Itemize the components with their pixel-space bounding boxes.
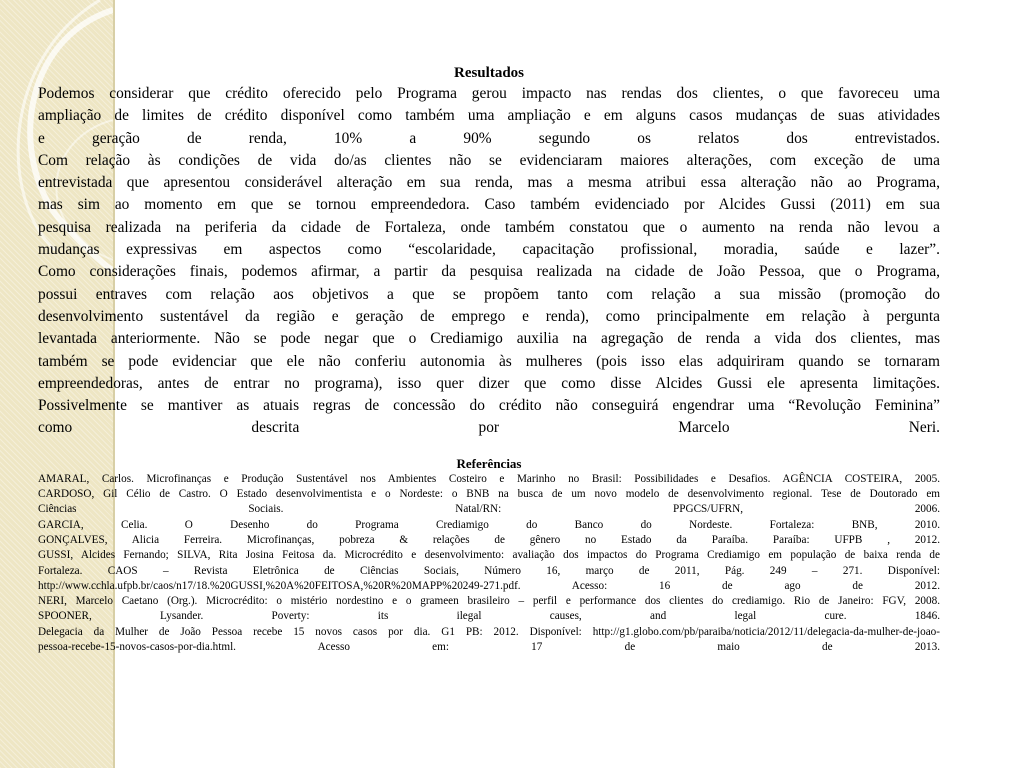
results-line: entrevistada que apresentou considerável alteração em sua renda, mas a mesma atribui essa alteração não ao Programa,: [38, 174, 940, 192]
reference-line: SPOONER, Lysander. Poverty: its ilegal causes, and legal cure. 1846.: [38, 610, 940, 623]
results-line: desenvolvimento sustentável da região e geração de emprego e renda), como principalmente em relação à pergunta: [38, 307, 940, 325]
reference-line: Delegacia da Mulher de João Pessoa recebe 15 novos casos por dia. G1 PB: 2012. Disponível: http://g1.globo.com/pb/paraiba/noticia/2012/11/delegacia-da-mulher-de-joao-: [38, 625, 940, 638]
results-line: ampliação de limites de crédito disponível como também uma ampliação e em alguns casos mudanças de suas atividades: [38, 107, 940, 125]
results-line: Com relação às condições de vida do/as clientes não se evidenciaram maiores alterações, com exceção de uma: [38, 151, 940, 169]
reference-line: AMARAL, Carlos. Microfinanças e Produção Sustentável nos Ambientes Costeiro e Marinho no Brasil: Possibilidades e Desafios. AGÊNCIA COSTEIRA, 2005.: [38, 472, 940, 485]
results-line: Como considerações finais, podemos afirmar, a partir da pesquisa realizada na cidade de João Pessoa, que o Programa,: [38, 263, 940, 281]
results-line: mudanças expressivas em aspectos como “escolaridade, capacitação profissional, moradia, saúde e lazer”.: [38, 241, 940, 259]
reference-line: pessoa-recebe-15-novos-casos-por-dia.html. Acesso em: 17 de maio de 2013.: [38, 641, 940, 654]
results-line: Possivelmente se mantiver as atuais regras de concessão do crédito não conseguirá engendrar uma “Revolução Feminina”: [38, 397, 940, 415]
references-heading: Referências: [456, 455, 522, 471]
reference-line: Ciências Sociais. Natal/RN: PPGCS/UFRN, 2006.: [38, 503, 940, 516]
results-paragraph: [38, 83, 940, 440]
reference-line: http://www.cchla.ufpb.br/caos/n17/18.%20GUSSI,%20A%20FEITOSA,%20R%20MAPP%20249-271.pdf. Acesso: 16 de ago de 2012.: [38, 579, 940, 592]
results-line: empreendedoras, antes de entrar no programa), isso quer dizer que como disse Alcides Gussi ele apresenta limitações.: [38, 374, 940, 392]
results-heading: Resultados: [453, 65, 524, 81]
reference-line: GARCIA, Celia. O Desenho do Programa Crediamigo do Banco do Nordeste. Fortaleza: BNB, 2010.: [38, 518, 940, 531]
results-line: como descrita por Marcelo Neri.: [38, 419, 940, 437]
reference-line: GUSSI, Alcides Fernando; SILVA, Rita Josina Feitosa da. Microcrédito e desenvolvimento: avaliação dos impactos do Programa Crediamigo em população de baixa renda de: [38, 549, 940, 562]
references-list: [38, 472, 940, 656]
results-line: pesquisa realizada na periferia da cidade de Fortaleza, onde também constatou que o aumento na renda não levou a: [38, 218, 940, 236]
results-line: Podemos considerar que crédito oferecido pelo Programa gerou impacto nas rendas dos clientes, o que favoreceu uma: [38, 85, 940, 102]
reference-line: NERI, Marcelo Caetano (Org.). Microcrédito: o mistério nordestino e o grameen brasileiro – perfil e performance dos clientes do crediamigo. Rio de Janeiro: FGV, 2008.: [38, 595, 940, 608]
results-line: levantada anteriormente. Não se pode negar que o Crediamigo auxilia na agregação de renda a vida dos clientes, mas: [38, 330, 940, 348]
results-line: possui entraves com relação aos objetivos a que se propõem tanto com relação a sua missão (promoção do: [38, 285, 940, 303]
slide-body: [38, 64, 940, 655]
results-line: também se pode evidenciar que ele não conferiu autonomia às mulheres (pois isso elas adquiriram quando se tornaram: [38, 352, 940, 370]
reference-line: CARDOSO, Gil Célio de Castro. O Estado desenvolvimentista e o Nordeste: o BNB na busca de um novo modelo de desenvolvimento regional. Tese de Doutorado em: [38, 488, 940, 501]
results-line: e geração de renda, 10% a 90% segundo os relatos dos entrevistados.: [38, 129, 940, 147]
reference-line: Fortaleza. CAOS – Revista Eletrônica de Ciências Sociais, Número 16, março de 2011, Pág. 249 – 271. Disponível:: [38, 564, 940, 577]
reference-line: GONÇALVES, Alicia Ferreira. Microfinanças, pobreza & relações de gênero no Estado da Paraíba. Paraíba: UFPB , 2012.: [38, 533, 940, 546]
results-line: mas sim ao momento em que se tornou empreendedora. Caso também evidenciado por Alcides Gussi (2011) em sua: [38, 196, 940, 214]
